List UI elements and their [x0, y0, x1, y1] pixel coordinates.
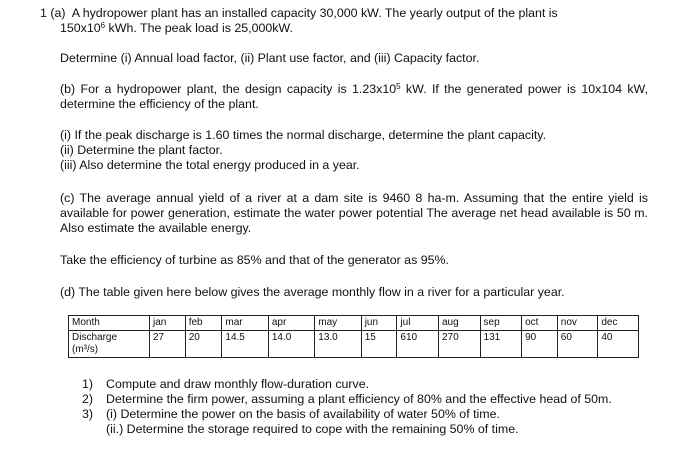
task-list [82, 377, 648, 437]
table-cell: aug [438, 316, 480, 331]
task-number-spacer [82, 422, 106, 437]
question-b-exponent: 5 [396, 82, 401, 91]
table-cell: 27 [150, 331, 186, 358]
table-cell: 610 [397, 331, 439, 358]
task-number: 1) [82, 377, 94, 391]
table-row-discharge [69, 331, 639, 358]
table-cell: apr [268, 316, 314, 331]
list-item [82, 392, 648, 407]
q1-output-value: 150x10 [60, 21, 101, 35]
table-cell: 270 [438, 331, 480, 358]
task-text: (i) Determine the power on the basis of availability of water 50% of time. [106, 407, 500, 421]
table-cell: 131 [480, 331, 522, 358]
table-cell: 40 [598, 331, 639, 358]
table-cell: 14.0 [268, 331, 314, 358]
efficiency-note: Take the efficiency of turbine as 85% and that of the generator as 95%. [60, 253, 449, 267]
question-b-text-a: (b) For a hydropower plant, the design capacity is 1.23x10 [60, 82, 397, 96]
table-cell: sep [480, 316, 522, 331]
month-header: Month [69, 316, 150, 331]
discharge-header [69, 331, 150, 358]
q1-peak-load-text: kWh. The peak load is 25,000kW. [105, 21, 293, 35]
question-d: (d) The table given here below gives the average monthly flow in a river for a particular year. [60, 285, 565, 299]
list-item [82, 422, 648, 437]
task-number: 3) [82, 407, 94, 421]
q1-intro-line1 [40, 6, 558, 21]
table-row-months [69, 316, 639, 331]
table-cell: may [315, 316, 361, 331]
table-cell: nov [557, 316, 598, 331]
table-cell: 14.5 [222, 331, 268, 358]
list-item [82, 407, 648, 422]
discharge-unit: (m³/s) [72, 344, 99, 355]
q1-output-exponent: 6 [100, 21, 106, 30]
q1-determine: Determine (i) Annual load factor, (ii) Plant use factor, and (iii) Capacity factor. [60, 51, 480, 65]
table-cell: oct [522, 316, 558, 331]
table-cell: jan [150, 316, 186, 331]
table-cell: 15 [361, 331, 397, 358]
task-text: Compute and draw monthly flow-duration curve. [106, 377, 370, 391]
task-number: 2) [82, 392, 94, 406]
table-cell: mar [222, 316, 268, 331]
sub-item: (i) If the peak discharge is 1.60 times the normal discharge, determine the plant capacity. [60, 128, 547, 142]
sub-item: (ii) Determine the plant factor. [60, 143, 223, 157]
sub-items [60, 128, 546, 173]
question-c: (c) The average annual yield of a river at a dam site is 9460 8 ha-m. Assuming that the entire yield is available for power generation, estimate the water power potential The average net head available is 50 m. Also estimate the available energy. [60, 191, 648, 235]
table-cell: 20 [185, 331, 222, 358]
q1-prefix: 1 (a) [40, 6, 66, 20]
q1-intro-text: A hydropower plant has an installed capacity 30,000 kW. The yearly output of the plant is [71, 6, 558, 20]
question-b [60, 82, 648, 112]
table-cell: 90 [522, 331, 558, 358]
q1-intro-line2 [60, 21, 293, 36]
discharge-label: Discharge [72, 332, 118, 343]
question-b-text-b: kW. If the generated power is 10x104 kW, determine the efficiency of the plant. [60, 82, 648, 111]
sub-item: (iii) Also determine the total energy produced in a year. [60, 158, 360, 172]
table-cell: 60 [557, 331, 598, 358]
task-text: (ii.) Determine the storage required to cope with the remaining 50% of time. [106, 422, 519, 436]
table-cell: dec [598, 316, 639, 331]
monthly-flow-table [68, 315, 639, 358]
table-cell: jul [397, 316, 439, 331]
list-item [82, 377, 648, 392]
table-cell: feb [185, 316, 222, 331]
table-cell: 13.0 [315, 331, 361, 358]
task-text: Determine the firm power, assuming a plant efficiency of 80% and the effective head of 50m. [106, 392, 612, 406]
table-cell: jun [361, 316, 397, 331]
